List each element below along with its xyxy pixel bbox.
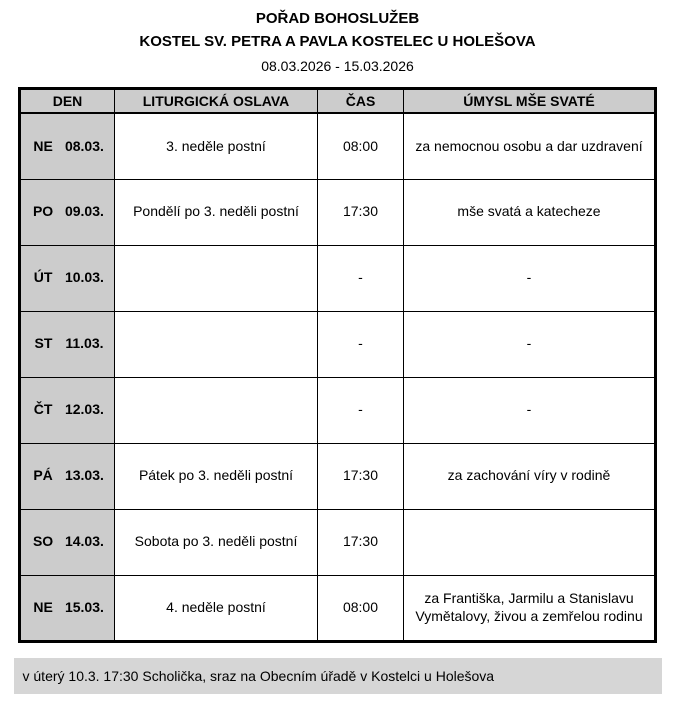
- column-header-umysl: ÚMYSL MŠE SVATÉ: [404, 89, 656, 114]
- time-cell: 17:30: [318, 443, 404, 509]
- celebration-cell: Pátek po 3. neděli postní: [115, 443, 318, 509]
- page-title: POŘAD BOHOSLUŽEB: [255, 10, 420, 27]
- celebration-cell: 3. neděle postní: [115, 113, 318, 179]
- day-abbr: PO: [32, 203, 54, 220]
- day-abbr: NE: [33, 598, 53, 615]
- footer-note: v úterý 10.3. 17:30 Scholička, sraz na Obecním úřadě v Kostelci u Holešova: [14, 658, 662, 694]
- day-abbr: PÁ: [33, 467, 53, 484]
- table-row: [20, 179, 656, 245]
- intention-cell: za Františka, Jarmilu a Stanislavu Vymětalovy, živou a zemřelou rodinu: [404, 575, 656, 641]
- day-abbr: SO: [32, 533, 54, 550]
- table-row: [20, 311, 656, 377]
- page-header: [0, 0, 675, 74]
- time-cell: 17:30: [318, 509, 404, 575]
- column-header-den: DEN: [20, 89, 115, 114]
- header-row: [20, 89, 656, 114]
- intention-cell: -: [404, 311, 656, 377]
- day-cell: [20, 377, 115, 443]
- table-row: [20, 575, 656, 641]
- intention-cell: -: [404, 245, 656, 311]
- intention-cell: [404, 509, 656, 575]
- time-cell: -: [318, 245, 404, 311]
- intention-cell: za zachování víry v rodině: [404, 443, 656, 509]
- schedule-table: [18, 87, 657, 643]
- day-cell: [20, 509, 115, 575]
- celebration-cell: [115, 311, 318, 377]
- table-row: [20, 113, 656, 179]
- day-cell: [20, 245, 115, 311]
- celebration-cell: 4. neděle postní: [115, 575, 318, 641]
- celebration-cell: [115, 245, 318, 311]
- day-cell: [20, 443, 115, 509]
- time-cell: 08:00: [318, 113, 404, 179]
- table-row: [20, 443, 656, 509]
- day-date: 14.03.: [64, 533, 104, 550]
- time-cell: -: [318, 311, 404, 377]
- day-cell: [20, 311, 115, 377]
- day-date: 10.03.: [64, 269, 104, 286]
- time-cell: -: [318, 377, 404, 443]
- table-row: [20, 377, 656, 443]
- day-date: 11.03.: [65, 335, 104, 352]
- page-subtitle: KOSTEL SV. PETRA A PAVLA KOSTELEC U HOLEŠOVA: [139, 33, 536, 50]
- intention-cell: za nemocnou osobu a dar uzdravení: [404, 113, 656, 179]
- column-header-liturgicka-oslava: LITURGICKÁ OSLAVA: [115, 89, 318, 114]
- celebration-cell: [115, 377, 318, 443]
- intention-cell: mše svatá a katecheze: [404, 179, 656, 245]
- table-row: [20, 509, 656, 575]
- time-cell: 17:30: [318, 179, 404, 245]
- day-abbr: NE: [33, 137, 53, 154]
- day-date: 08.03.: [64, 137, 104, 154]
- day-date: 15.03.: [64, 598, 104, 615]
- day-date: 13.03.: [64, 467, 104, 484]
- intention-cell: -: [404, 377, 656, 443]
- celebration-cell: Sobota po 3. neděli postní: [115, 509, 318, 575]
- day-abbr: ČT: [33, 401, 53, 418]
- day-date: 09.03.: [64, 203, 104, 220]
- table-row: [20, 245, 656, 311]
- time-cell: 08:00: [318, 575, 404, 641]
- date-range: 08.03.2026 - 15.03.2026: [261, 58, 414, 74]
- day-cell: [20, 113, 115, 179]
- day-cell: [20, 575, 115, 641]
- column-header-cas: ČAS: [318, 89, 404, 114]
- day-date: 12.03.: [64, 401, 104, 418]
- day-cell: [20, 179, 115, 245]
- celebration-cell: Pondělí po 3. neděli postní: [115, 179, 318, 245]
- day-abbr: ÚT: [33, 269, 53, 286]
- day-abbr: ST: [34, 335, 53, 352]
